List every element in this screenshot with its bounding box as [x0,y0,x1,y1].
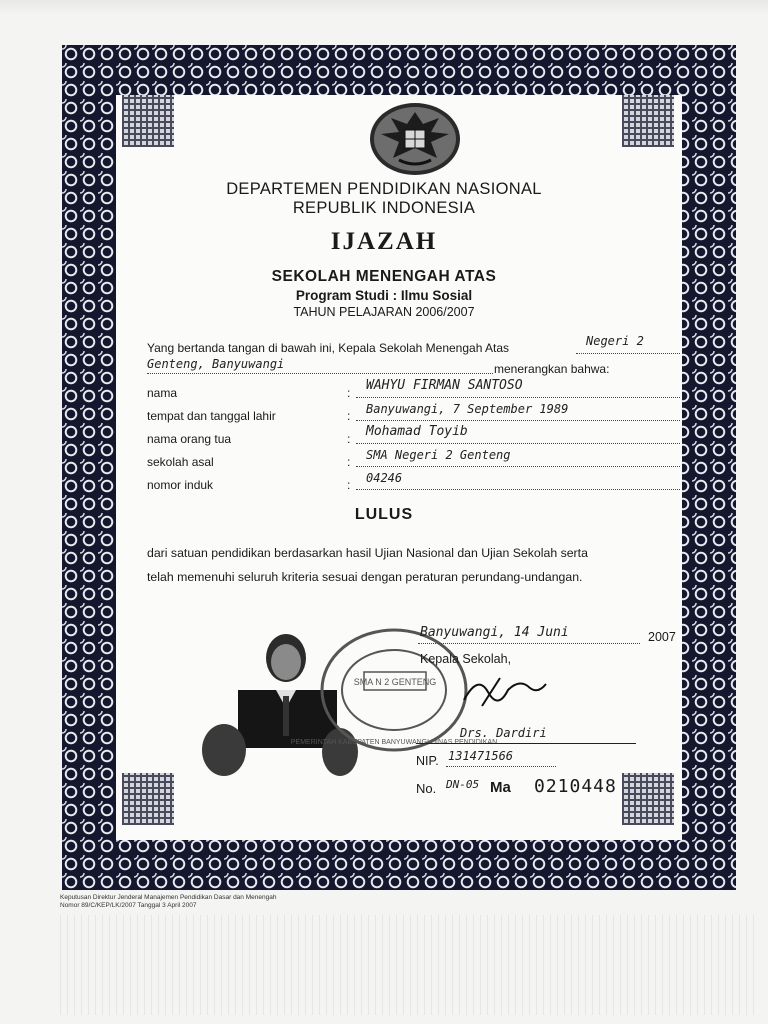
sign-place-date: Banyuwangi, 14 Juni [420,625,569,640]
department-heading: DEPARTEMEN PENDIDIKAN NASIONAL [226,180,542,198]
statement-line-2: telah memenuhi seluruh kriteria sesuai dengan peraturan perundang-undangan. [147,570,583,584]
corner-ornament-top-right [622,95,674,147]
school-handwritten-1: Negeri 2 [586,334,644,348]
signature-line [416,743,636,744]
field-value-name: WAHYU FIRMAN SANTOSO [366,378,523,393]
program-heading: Program Studi : Ilmu Sosial [295,288,473,303]
nip-label: NIP. [416,754,439,768]
field-value-student-number: 04246 [366,471,403,485]
corner-ornament-bottom-left [122,773,174,825]
footer-line-2: Nomor 89/C/KEP/LK/2007 Tanggal 3 April 2007 [60,902,197,909]
nip-value: 131471566 [448,749,514,763]
field-colon: : [347,478,351,492]
field-value-parent: Mohamad Toyib [366,424,468,439]
school-handwritten-2: Genteng, Banyuwangi [147,357,285,371]
corner-ornament-top-left [122,95,174,147]
dotted-line [356,489,680,490]
field-label-origin-school: sekolah asal [147,455,214,469]
dotted-line [576,353,680,354]
statement-line-1: dari satuan pendidikan berdasarkan hasil Ujian Nasional dan Ujian Sekolah serta [147,546,588,560]
dotted-line [147,373,493,374]
declares-text: menerangkan bahwa: [494,362,610,376]
serial-code: DN-05 [446,778,480,791]
dotted-line [356,397,680,398]
serial-number: 0210448 [534,776,617,797]
handwritten-signature [460,670,550,710]
certificate-title: IJAZAH [330,228,438,255]
serial-ma: Ma [490,779,511,796]
dotted-line [356,420,680,421]
field-colon: : [347,386,351,400]
academic-year-heading: TAHUN PELAJARAN 2006/2007 [293,305,475,319]
school-stamp [290,626,498,754]
school-type-heading: SEKOLAH MENENGAH ATAS [271,268,497,285]
republic-heading: REPUBLIK INDONESIA [292,199,476,217]
footer-line-1: Keputusan Direktur Jenderal Manajemen Pendidikan Dasar dan Menengah [60,894,277,901]
field-colon: : [347,455,351,469]
field-label-name: nama [147,386,178,400]
sign-year: 2007 [648,630,676,644]
dotted-line [418,643,640,644]
corner-ornament-bottom-right [622,773,674,825]
field-colon: : [347,432,351,446]
field-colon: : [347,409,351,423]
field-label-birth: tempat dan tanggal lahir [147,409,276,423]
serial-prefix: No. [416,781,437,796]
scan-artifacts [60,915,760,1015]
dotted-line [356,443,680,444]
intro-lead-text: Yang bertanda tangan di bawah ini, Kepala Sekolah Menengah Atas [147,341,510,355]
scan-top-edge [0,0,768,14]
field-label-parent: nama orang tua [147,432,232,446]
sign-role: Kepala Sekolah, [420,652,512,666]
dotted-line [356,466,680,467]
field-value-birth: Banyuwangi, 7 September 1989 [366,402,569,416]
field-label-student-number: nomor induk [147,478,214,492]
dotted-line [446,766,556,767]
stamp-center-text: SMA N 2 GENTENG [353,677,437,687]
field-value-origin-school: SMA Negeri 2 Genteng [366,448,511,462]
garuda-emblem-icon [369,102,461,176]
result-heading: LULUS [354,506,414,523]
stamp-ring-text: PEMERINTAH KABUPATEN BANYUWANGI DINAS PENDIDIKAN [290,739,498,746]
sign-name: Drs. Dardiri [460,726,547,740]
